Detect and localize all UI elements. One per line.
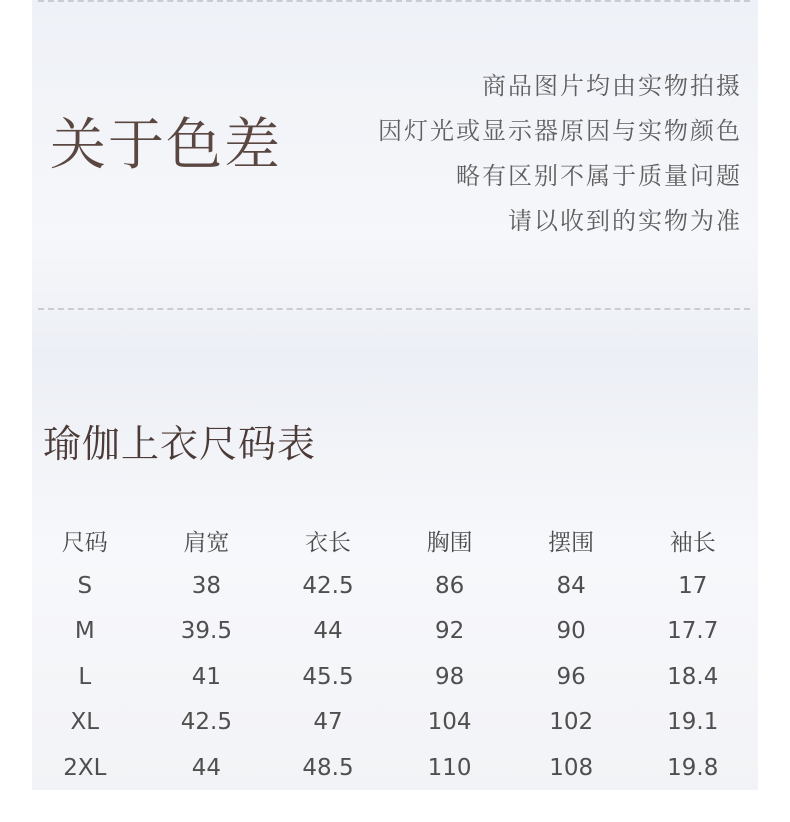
table-row [24, 700, 754, 745]
color-disclaimer-title: 关于色差 [50, 113, 282, 178]
table-cell: M [74, 618, 95, 645]
column-header-chest: 胸围 [426, 530, 473, 557]
section-divider [38, 308, 750, 310]
table-cell: 104 [427, 709, 472, 736]
table-cell: 42.5 [302, 573, 354, 600]
table-cell: 19.8 [667, 754, 719, 781]
table-cell: 45.5 [302, 663, 354, 690]
column-header-hem: 摆围 [548, 530, 595, 557]
table-cell: 92 [434, 618, 465, 645]
table-row [24, 654, 754, 699]
disclaimer-line: 请以收到的实物为准 [508, 207, 742, 235]
table-cell: 98 [434, 663, 465, 690]
disclaimer-line: 略有区别不属于质量问题 [456, 162, 742, 190]
table-cell: 48.5 [302, 754, 354, 781]
column-header-sleeve: 袖长 [669, 530, 716, 557]
table-cell: 2XL [63, 754, 107, 781]
table-cell: 84 [556, 573, 586, 600]
column-header-length: 衣长 [304, 530, 351, 557]
size-chart-title: 瑜伽上衣尺码表 [43, 422, 317, 466]
top-divider [38, 0, 750, 2]
table-cell: 19.1 [667, 709, 719, 736]
table-cell: 102 [549, 709, 594, 736]
size-chart-table [24, 518, 754, 790]
table-cell: 86 [434, 573, 465, 600]
color-disclaimer-notes [342, 64, 742, 244]
table-cell: S [77, 573, 93, 600]
column-header-size: 尺码 [61, 530, 108, 557]
table-cell: L [78, 663, 92, 690]
table-cell: 42.5 [180, 709, 232, 736]
table-cell: 47 [313, 709, 343, 736]
table-cell: 18.4 [667, 663, 719, 690]
disclaimer-line: 商品图片均由实物拍摄 [482, 72, 742, 100]
table-row [24, 609, 754, 654]
table-cell: 90 [556, 618, 586, 645]
table-cell: 39.5 [180, 618, 232, 645]
disclaimer-line: 因灯光或显示器原因与实物颜色 [378, 117, 742, 145]
table-cell: 96 [556, 663, 586, 690]
table-cell: XL [70, 709, 100, 736]
table-cell: 108 [549, 754, 594, 781]
table-cell: 38 [191, 573, 222, 600]
table-cell: 44 [191, 754, 222, 781]
table-cell: 17 [678, 573, 708, 600]
table-cell: 110 [427, 754, 472, 781]
table-cell: 44 [313, 618, 343, 645]
table-row [24, 745, 754, 790]
column-header-shoulder: 肩宽 [183, 530, 230, 557]
table-cell: 17.7 [667, 618, 719, 645]
table-row [24, 563, 754, 608]
table-cell: 41 [191, 663, 222, 690]
table-header-row [24, 518, 754, 563]
